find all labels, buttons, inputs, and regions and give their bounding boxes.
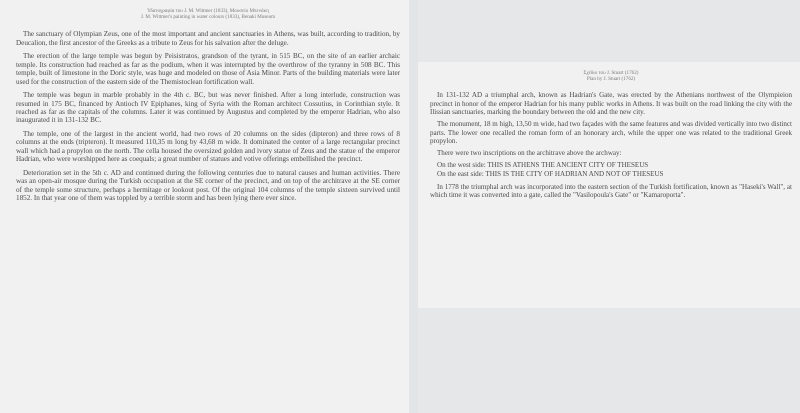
inscription-west: On the west side: THIS IS ATHENS THE ANCIENT CITY OF THESEUS	[437, 161, 649, 170]
paragraph-monument: The monument, 18 m high, 13,50 m wide, had two façades with the same features and was divided vertically into two distinct parts. The lower one recalled the roman form of an honorary arch, while the upper one was related to the traditional Greek propylon.	[430, 120, 792, 145]
painting-caption	[16, 8, 400, 20]
caption-english: Plan by J. Stuart (1762)	[586, 76, 636, 83]
paragraph-marble-temple: The temple was begun in marble probably in the 4th c. BC, but was never finished. After a long interlude, construction was resumed in 175 BC, financed by Antioch IV Epiphanes, king of Syria with the Roman architect Cossutius, in Corinthian style. It reached as far as the capitals of the columns. Later it was continued by Augustus and completed by the emperor Hadrian, who also inaugurated it in 131-132 BC.	[16, 91, 400, 125]
paragraph-fortification: In 1778 the triumphal arch was incorporated into the eastern section of the Turkish fortification, known as "Haseki's Wall", at which time it was converted into a gate, called the "Vasilopoula's Gate" or "Kamaroporta".	[430, 183, 792, 200]
paragraph-triumphal-arch: In 131-132 AD a triumphal arch, known as Hadrian's Gate, was erected by the Athenians northwest of the Olympieion precinct in honor of the emperor Hadrian for his many public works in Athens. It was built on the road linking the city with the Ilissian sanctuaries, marking the boundary between the old and the new city.	[430, 91, 792, 116]
caption-greek: Σχέδιο του J. Stuart (1762)	[583, 70, 639, 76]
hadrians-gate-text-panel	[418, 62, 800, 308]
paragraph-sanctuary: The sanctuary of Olympian Zeus, one of the most important and ancient sanctuaries in Athens, was built, according to tradition, by Deucalion, the first ancestor of the Greeks as a tribute to Zeus for his salvation after the deluge.	[16, 30, 400, 47]
panel-divider	[409, 0, 418, 413]
paragraph-deterioration: Deterioration set in the 5th c. AD and continued during the following centuries due to natural causes and human activities. There was an open-air mosque during the Turkish occupation at the SE corner of the precinct, and on top of the architrave at the SE corner of the temple some structure, perhaps a hermitage or lookout post. Of the original 104 columns of the temple sixteen survived until 1852. In that year one of them was toppled by a terrible storm and has been lying there ever since.	[16, 168, 400, 203]
caption-greek: Υδατογραφία του J. M. Wittmer (1833), Μουσείο Μπενάκη	[147, 8, 269, 14]
paragraph-inscriptions-intro: There were two inscriptions on the architrave above the archway:	[437, 149, 622, 158]
paragraph-temple-dimensions: The temple, one of the largest in the ancient world, had two rows of 20 columns on the sides (dipteron) and three rows of 8 columns at the ends (tripteron). It measured 110,35 m long by 43,68 m wide. It dominated the center of a large rectangular precinct wall which had a propylon on the north. The cella housed the oversized golden and ivory statue of Zeus and the statue of the emperor Hadrian, who were worshipped here as coequals; a great number of statues and votive offerings embellished the precinct.	[16, 129, 400, 164]
caption-english: J. M. Wittmer's painting in water colours (1833), Benaki Museum	[140, 14, 276, 21]
paragraph-erection: The erection of the large temple was begun by Peisistratos, grandson of the tyrant, in 515 BC, on the site of an earlier archaic temple. Its construction had reached as far as the podium, when it was interrupted by the overthrow of the tyranny in 508 BC. This temple, built of limestone in the Doric style, was huge and modeled on those of Asia Minor. Parts of the building materials were later used for the construction of the eastern side of the Themistoclean fortification wall.	[16, 52, 400, 86]
plan-caption	[430, 70, 792, 82]
inscription-east: On the east side: THIS IS THE CITY OF HADRIAN AND NOT OF THESEUS	[437, 169, 664, 178]
